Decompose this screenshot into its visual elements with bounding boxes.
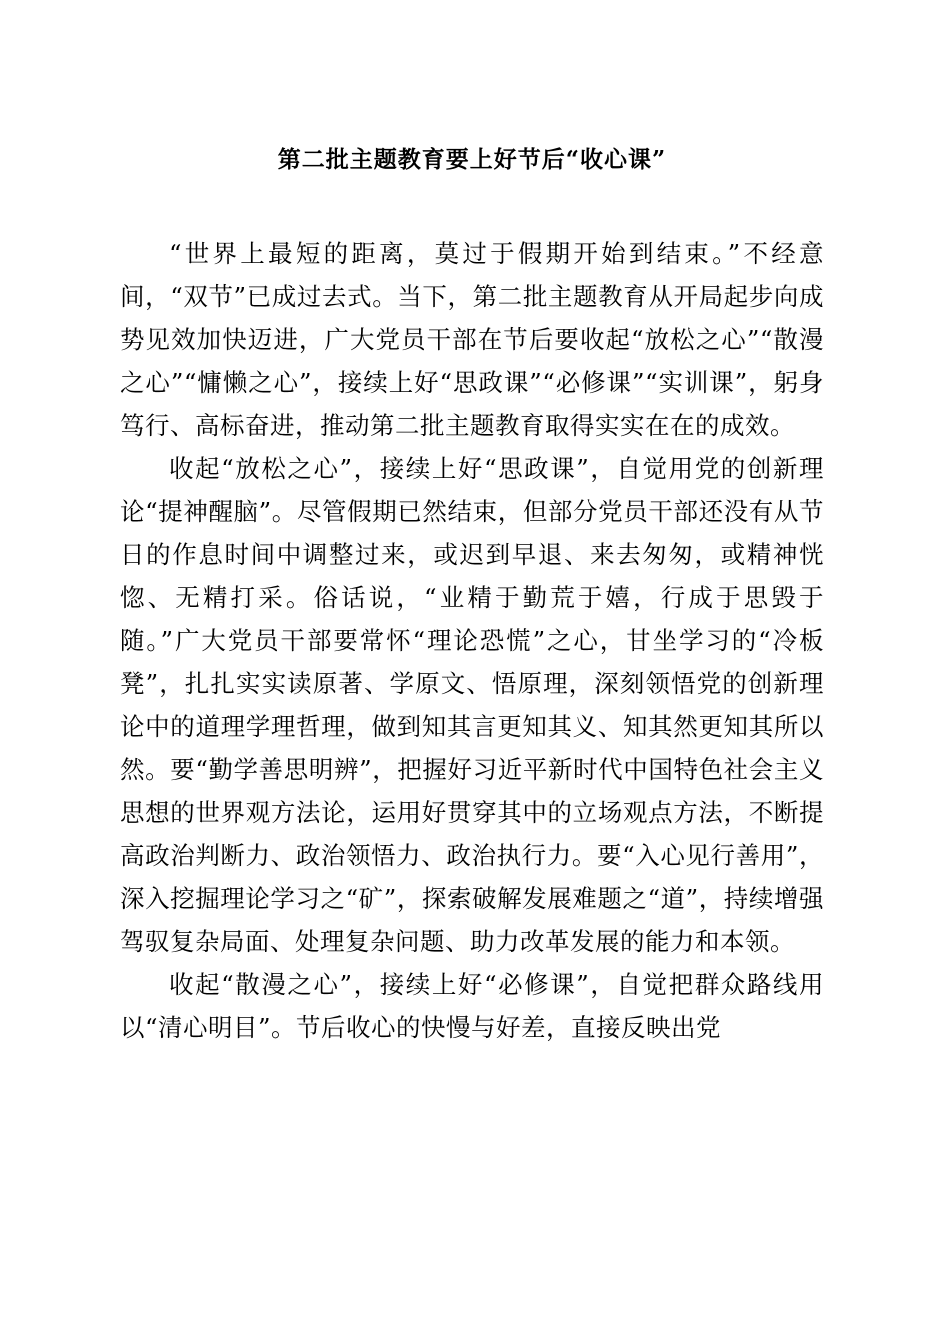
document-page <box>120 140 824 1049</box>
document-title: 第二批主题教育要上好节后“收心课” <box>277 146 667 173</box>
paragraph-mass-line: 收起“散漫之心”，接续上好“必修课”，自觉把群众路线用以“清心明目”。节后收心的快慢与好差，直接反映出党 <box>120 970 824 1042</box>
paragraph-theory: 收起“放松之心”，接续上好“思政课”，自觉用党的创新理论“提神醒脑”。尽管假期已然结束，但部分党员干部还没有从节日的作息时间中调整过来，或迟到早退、来去匆匆，或精神恍惚、无精打采。俗话说，“业精于勤荒于嬉，行成于思毁于随。”广大党员干部要常怀“理论恐慌”之心，甘坐学习的“冷板凳”，扎扎实实读原著、学原文、悟原理，深刻领悟党的创新理论中的道理学理哲理，做到知其言更知其义、知其然更知其所以然。要“勤学善思明辨”，把握好习近平新时代中国特色社会主义思想的世界观方法论，运用好贯穿其中的立场观点方法，不断提高政治判断力、政治领悟力、政治执行力。要“入心见行善用”，深入挖掘理论学习之“矿”，探索破解发展难题之“道”，持续增强驾驭复杂局面、处理复杂问题、助力改革发展的能力和本领。 <box>120 454 824 956</box>
paragraph-intro: “世界上最短的距离，莫过于假期开始到结束。”不经意间，“双节”已成过去式。当下，第二批主题教育从开局起步向成势见效加快迈进，广大党员干部在节后要收起“放松之心”“散漫之心”“慵懒之心”，接续上好“思政课”“必修课”“实训课”，躬身笃行、高标奋进，推动第二批主题教育取得实实在在的成效。 <box>120 239 824 440</box>
